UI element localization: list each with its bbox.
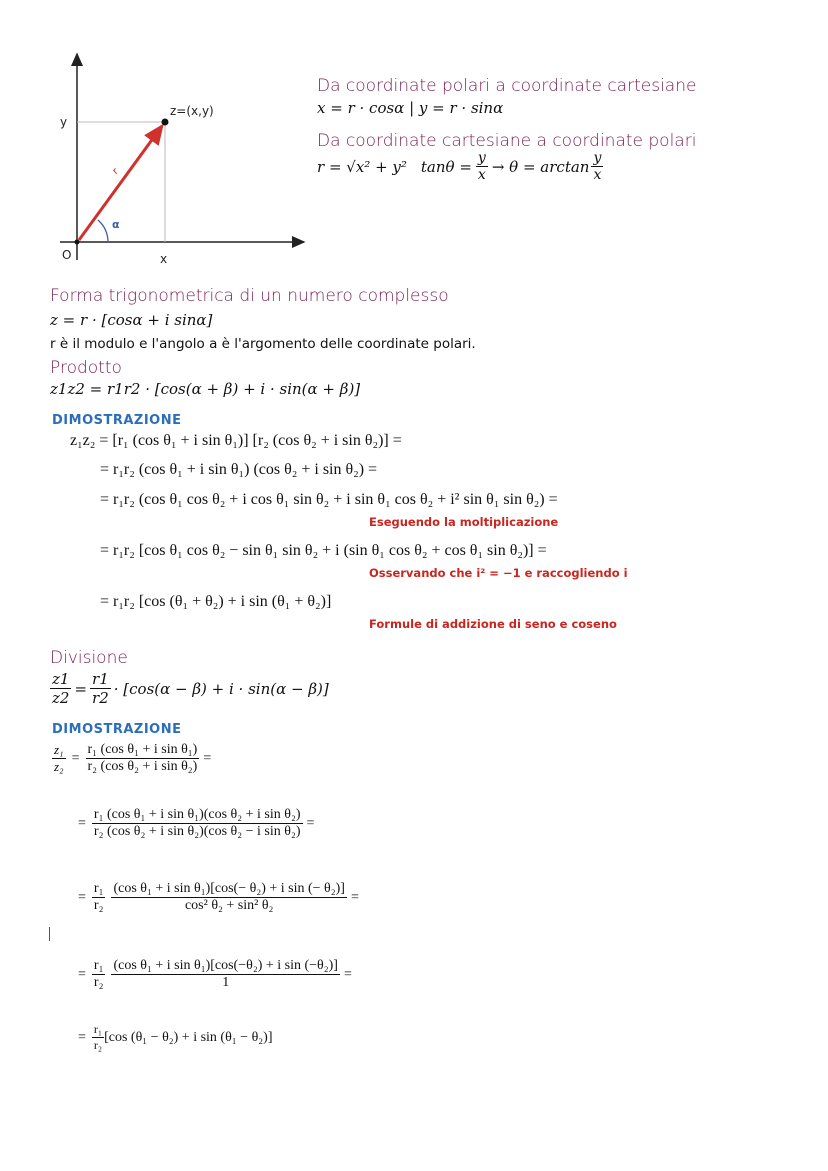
- trig-form-formula: z = r · [cosα + i sinα]: [50, 311, 213, 329]
- label-x: x: [160, 252, 168, 266]
- tan-fraction: $\frac{y}{x}$: [477, 150, 486, 183]
- division-rhs-fraction: $\frac{r1}{r2}$: [92, 670, 109, 707]
- arctan-fraction: $\frac{y}{x}$: [593, 150, 602, 183]
- radius-vector: [79, 126, 162, 240]
- division-step-5: = $\frac{\text{r₁}}{\text{r₂}}$ [cos (θ₁ − θ₂) + i sin (θ₁ − θ₂)]: [78, 1022, 273, 1052]
- trig-form-description: r è il modulo e l'angolo a è l'argomento delle coordinate polari.: [50, 336, 476, 352]
- product-step-1: z₁z₂ = [r₁ (cos θ₁ + i sin θ₁)] [r₂ (cos θ₂ + i sin θ₂)] =: [70, 432, 402, 449]
- product-step-4: = r₁r₂ [cos θ₁ cos θ₂ − sin θ₁ sin θ₂ + i (sin θ₁ cos θ₂ + cos θ₁ sin θ₂)] =: [100, 542, 547, 559]
- point-z: [162, 119, 169, 126]
- product-note-3: Formule di addizione di seno e coseno: [369, 617, 617, 631]
- polar-to-cartesian-formula: x = r · cosα | y = r · sinα: [317, 99, 504, 117]
- cartesian-to-polar-heading: Da coordinate cartesiane a coordinate polari: [317, 131, 697, 151]
- angle-arc: [98, 220, 108, 242]
- polar-diagram: [40, 40, 320, 280]
- label-origin: O: [62, 248, 72, 262]
- product-step-2: = r₁r₂ (cos θ₁ + i sin θ₁) (cos θ₂ + i sin θ₂) =: [100, 461, 378, 478]
- arctan-formula: → θ = arctan: [491, 157, 590, 176]
- product-step-5: = r₁r₂ [cos (θ₁ + θ₂) + i sin (θ₁ + θ₂)]: [100, 593, 332, 610]
- label-point: z=(x,y): [170, 104, 214, 118]
- label-y: y: [60, 115, 68, 129]
- division-heading: Divisione: [50, 648, 128, 668]
- product-heading: Prodotto: [50, 358, 122, 378]
- label-alpha: α: [112, 218, 120, 231]
- product-note-1: Eseguendo la moltiplicazione: [369, 515, 559, 529]
- label-r: r: [110, 166, 121, 178]
- division-demo-label: DIMOSTRAZIONE: [52, 722, 182, 737]
- r-formula: r = √x² + y²: [317, 157, 407, 176]
- polar-to-cartesian-heading: Da coordinate polari a coordinate cartesiane: [317, 76, 697, 96]
- division-step-2: = $\frac{\text{r₁ (cos θ₁ + i sin θ₁)(cos θ₂ + i sin θ₂)}}{\text{r₂ (cos θ₂ + i sin θ₂)(cos θ₂ − i sin θ₂)}}$ =: [78, 807, 315, 839]
- product-formula: z1z2 = r1r2 · [cos(α + β) + i · sin(α + β)]: [50, 380, 361, 398]
- product-note-2: Osservando che i² = −1 e raccogliendo i: [369, 566, 628, 580]
- origin-point: [75, 240, 80, 245]
- division-step-3: = $\frac{\text{r₁}}{\text{r₂}}$ $\frac{\text{(cos θ₁ + i sin θ₁)[cos(− θ₂) + i sin (− θ₂)]}}{\text{cos² θ₂ + sin² θ₂}}$ =: [78, 881, 359, 913]
- cartesian-to-polar-formula: [317, 150, 603, 183]
- product-step-3: = r₁r₂ (cos θ₁ cos θ₂ + i cos θ₁ sin θ₂ + i sin θ₁ cos θ₂ + i² sin θ₁ sin θ₂) =: [100, 491, 558, 508]
- division-lhs-fraction: $\frac{z1}{z2}$: [52, 670, 70, 707]
- text-cursor: [49, 927, 50, 941]
- trig-form-heading: Forma trigonometrica di un numero complesso: [50, 286, 449, 306]
- division-step-1: $\frac{\text{z₁}}{\text{z₂}}$ = $\frac{\text{r₁ (cos θ₁ + i sin θ₁)}}{\text{r₂ (cos θ₂ + i sin θ₂)}}$ =: [54, 742, 212, 774]
- division-step-4: = $\frac{\text{r₁}}{\text{r₂}}$ $\frac{\text{(cos θ₁ + i sin θ₁)[cos(−θ₂) + i sin (−θ₂)]}}{1}$ =: [78, 958, 352, 990]
- division-formula-tail: · [cos(α − β) + i · sin(α − β)]: [113, 679, 329, 698]
- product-demo-label: DIMOSTRAZIONE: [52, 413, 182, 428]
- division-formula: $\frac{z1}{z2}$ = $\frac{r1}{r2}$ · [cos(α − β) + i · sin(α − β)]: [52, 670, 329, 707]
- tan-formula: tanθ =: [420, 157, 472, 176]
